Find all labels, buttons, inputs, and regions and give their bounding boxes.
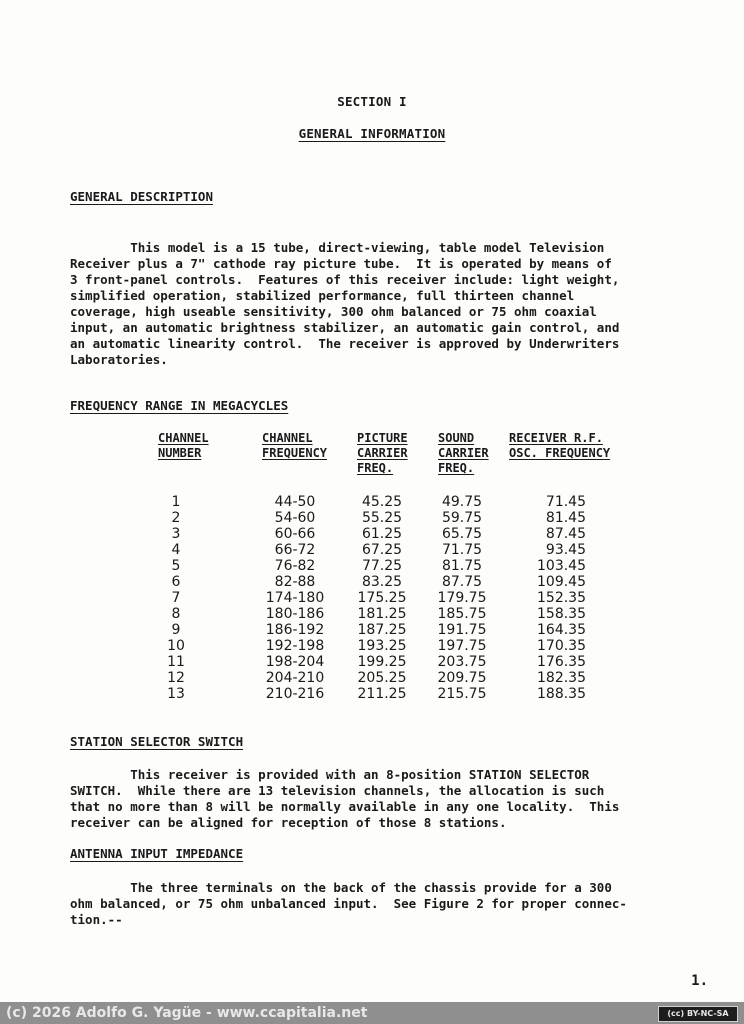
table-row	[0, 654, 744, 670]
cell-sound-carrier: 87.75	[441, 574, 483, 590]
cell-sound-carrier: 215.75	[437, 686, 487, 702]
cell-frequency: 180-186	[265, 606, 325, 622]
watermark-footer	[0, 1002, 744, 1024]
cell-osc-frequency: 103.45	[537, 558, 586, 574]
paragraph-line: ohm balanced, or 75 ohm unbalanced input. See Figure 2 for proper connec-	[70, 896, 627, 911]
antenna-heading: ANTENNA INPUT IMPEDANCE	[70, 846, 244, 861]
cell-frequency: 204-210	[265, 670, 325, 686]
cell-picture-carrier: 187.25	[357, 622, 407, 638]
frequency-range-heading: FREQUENCY RANGE IN MEGACYCLES	[70, 398, 289, 413]
cell-picture-carrier: 61.25	[361, 526, 403, 542]
cell-channel: 6	[171, 574, 181, 590]
section-subtitle: GENERAL INFORMATION	[298, 126, 446, 141]
cell-sound-carrier: 71.75	[441, 542, 483, 558]
table-row	[0, 526, 744, 542]
column-header-line: OSC. FREQUENCY	[509, 446, 611, 460]
cell-channel: 7	[171, 590, 181, 606]
cell-channel: 4	[171, 542, 181, 558]
cell-frequency: 192-198	[265, 638, 325, 654]
paragraph-line: 3 front-panel controls. Features of this receiver include: light weight,	[70, 272, 620, 287]
cell-frequency: 186-192	[265, 622, 325, 638]
table-row	[0, 606, 744, 622]
column-header-picture-carrier	[357, 431, 408, 476]
column-header-channel-number	[158, 431, 209, 461]
cell-picture-carrier: 77.25	[361, 558, 403, 574]
cell-picture-carrier: 193.25	[357, 638, 407, 654]
paragraph-line: This receiver is provided with an 8-position STATION SELECTOR	[70, 767, 590, 782]
cell-sound-carrier: 209.75	[437, 670, 487, 686]
column-header-line: FREQUENCY	[262, 446, 328, 460]
column-header-line: FREQ.	[357, 461, 394, 475]
cell-frequency: 198-204	[265, 654, 325, 670]
cell-sound-carrier: 179.75	[437, 590, 487, 606]
paragraph-line: that no more than 8 will be normally available in any one locality. This	[70, 799, 620, 814]
column-header-line: CHANNEL	[158, 431, 209, 445]
cell-osc-frequency: 87.45	[545, 526, 586, 542]
cell-osc-frequency: 164.35	[537, 622, 586, 638]
cell-channel: 10	[167, 638, 185, 654]
paragraph-line: receiver can be aligned for reception of those 8 stations.	[70, 815, 507, 830]
cell-sound-carrier: 203.75	[437, 654, 487, 670]
paragraph-line: SWITCH. While there are 13 television channels, the allocation is such	[70, 783, 605, 798]
cell-picture-carrier: 55.25	[361, 510, 403, 526]
column-header-receiver-osc	[509, 431, 610, 461]
cell-sound-carrier: 197.75	[437, 638, 487, 654]
cell-frequency: 82-88	[274, 574, 316, 590]
paragraph-line: an automatic linearity control. The receiver is approved by Underwriters	[70, 336, 620, 351]
cell-osc-frequency: 93.45	[545, 542, 586, 558]
cell-picture-carrier: 205.25	[357, 670, 407, 686]
cell-osc-frequency: 170.35	[537, 638, 586, 654]
cell-osc-frequency: 71.45	[545, 494, 586, 510]
antenna-paragraph	[70, 880, 670, 928]
column-header-channel-frequency	[262, 431, 327, 461]
table-row	[0, 542, 744, 558]
table-row	[0, 670, 744, 686]
column-header-line: PICTURE	[357, 431, 408, 445]
paragraph-line: input, an automatic brightness stabilizer, an automatic gain control, and	[70, 320, 620, 335]
paragraph-line: coverage, high useable sensitivity, 300 ohm balanced or 75 ohm coaxial	[70, 304, 597, 319]
cell-sound-carrier: 185.75	[437, 606, 487, 622]
copyright-text: (c) 2026 Adolfo G. Yagüe - www.ccapitalia.net	[6, 1005, 368, 1021]
cell-channel: 1	[171, 494, 181, 510]
cell-frequency: 76-82	[274, 558, 316, 574]
column-header-sound-carrier	[438, 431, 489, 476]
cell-channel: 9	[171, 622, 181, 638]
column-header-line: RECEIVER R.F.	[509, 431, 603, 445]
cell-frequency: 44-50	[274, 494, 316, 510]
cell-picture-carrier: 211.25	[357, 686, 407, 702]
cell-frequency: 54-60	[274, 510, 316, 526]
cell-osc-frequency: 109.45	[537, 574, 586, 590]
cell-osc-frequency: 182.35	[537, 670, 586, 686]
cell-sound-carrier: 49.75	[441, 494, 483, 510]
cell-osc-frequency: 152.35	[537, 590, 586, 606]
cell-sound-carrier: 59.75	[441, 510, 483, 526]
cell-picture-carrier: 175.25	[357, 590, 407, 606]
column-header-line: CARRIER	[357, 446, 408, 460]
paragraph-line: tion.--	[70, 912, 123, 927]
table-row	[0, 574, 744, 590]
column-header-line: CHANNEL	[262, 431, 313, 445]
cell-frequency: 60-66	[274, 526, 316, 542]
cell-osc-frequency: 81.45	[545, 510, 586, 526]
section-title: SECTION I	[337, 94, 407, 109]
cc-license-badge[interactable]: (cc) BY-NC-SA	[658, 1006, 738, 1022]
table-row	[0, 510, 744, 526]
paragraph-line: Receiver plus a 7" cathode ray picture tube. It is operated by means of	[70, 256, 612, 271]
station-selector-paragraph	[70, 767, 670, 831]
cell-picture-carrier: 45.25	[361, 494, 403, 510]
cell-picture-carrier: 67.25	[361, 542, 403, 558]
cell-channel: 11	[167, 654, 185, 670]
cell-channel: 13	[167, 686, 185, 702]
page-number: 1.	[691, 973, 708, 989]
column-header-line: NUMBER	[158, 446, 202, 460]
cell-picture-carrier: 181.25	[357, 606, 407, 622]
table-row	[0, 558, 744, 574]
cell-frequency: 210-216	[265, 686, 325, 702]
cell-picture-carrier: 199.25	[357, 654, 407, 670]
table-row	[0, 686, 744, 702]
paragraph-line: Laboratories.	[70, 352, 168, 367]
table-row	[0, 590, 744, 606]
column-header-line: SOUND	[438, 431, 475, 445]
table-row	[0, 638, 744, 654]
cell-channel: 12	[167, 670, 185, 686]
cell-osc-frequency: 176.35	[537, 654, 586, 670]
cell-picture-carrier: 83.25	[361, 574, 403, 590]
cell-osc-frequency: 188.35	[537, 686, 586, 702]
cell-osc-frequency: 158.35	[537, 606, 586, 622]
paragraph-line: simplified operation, stabilized performance, full thirteen channel	[70, 288, 575, 303]
cell-sound-carrier: 81.75	[441, 558, 483, 574]
cell-sound-carrier: 65.75	[441, 526, 483, 542]
column-header-line: FREQ.	[438, 461, 475, 475]
cell-channel: 3	[171, 526, 181, 542]
cell-sound-carrier: 191.75	[437, 622, 487, 638]
paragraph-line: The three terminals on the back of the chassis provide for a 300	[70, 880, 612, 895]
paragraph-line: This model is a 15 tube, direct-viewing, table model Television	[70, 240, 605, 255]
general-description-paragraph	[70, 240, 670, 368]
table-row	[0, 622, 744, 638]
cell-channel: 8	[171, 606, 181, 622]
table-row	[0, 494, 744, 510]
general-description-heading: GENERAL DESCRIPTION	[70, 189, 213, 204]
cell-channel: 2	[171, 510, 181, 526]
cell-channel: 5	[171, 558, 181, 574]
cell-frequency: 174-180	[265, 590, 325, 606]
column-header-line: CARRIER	[438, 446, 489, 460]
station-selector-heading: STATION SELECTOR SWITCH	[70, 734, 244, 749]
cell-frequency: 66-72	[274, 542, 316, 558]
